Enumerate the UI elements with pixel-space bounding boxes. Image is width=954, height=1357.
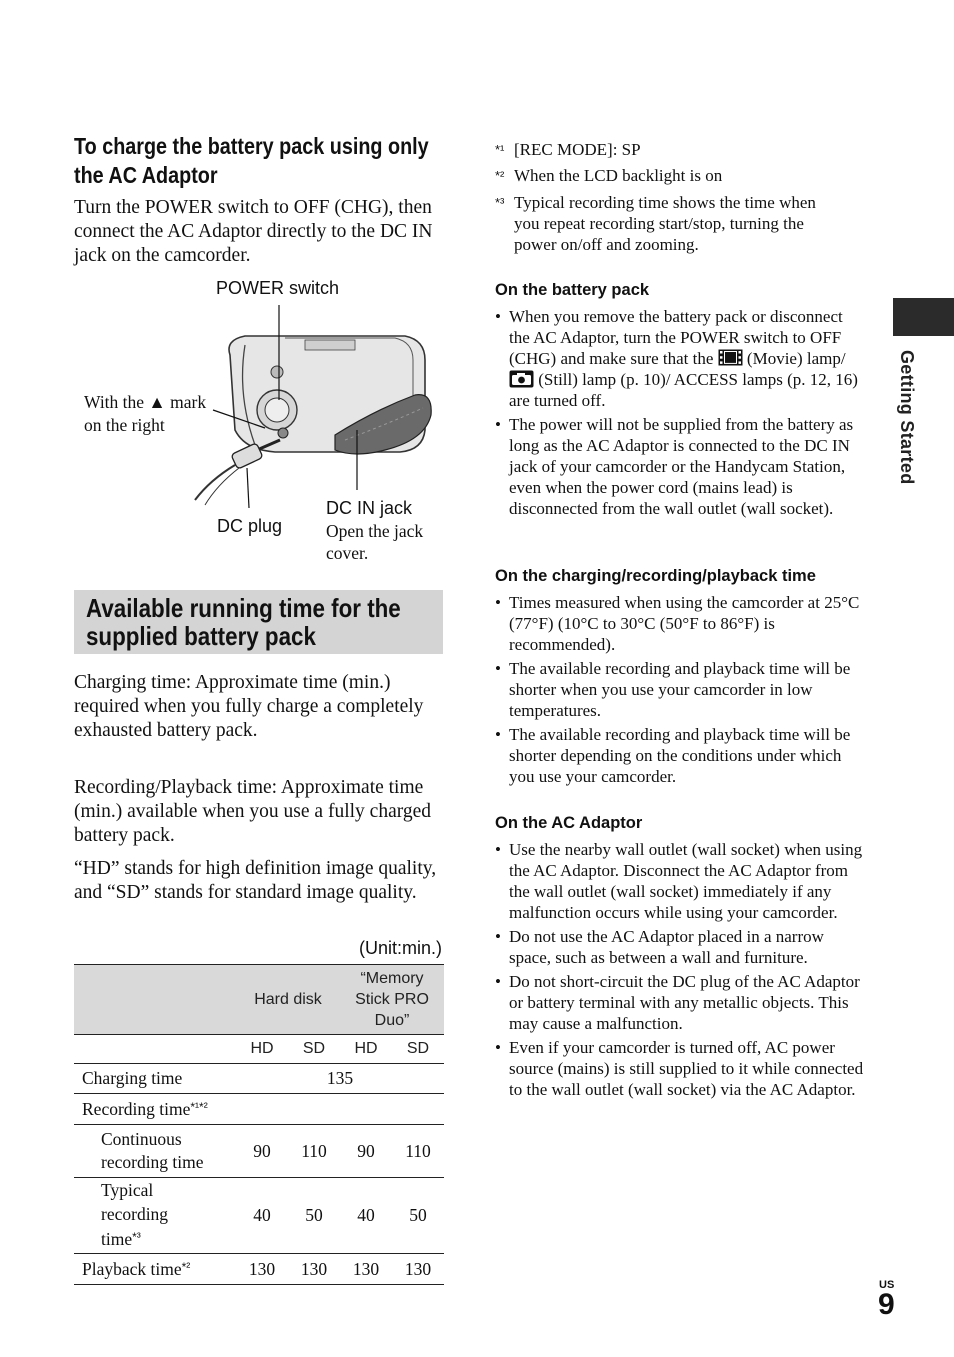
section-heading-charge: To charge the battery pack using only the AC Adaptor	[74, 133, 429, 188]
col-header-memory-stick: “Memory Stick PRO Duo”	[355, 970, 429, 1029]
cell-playback-ms-sd: 130	[404, 1258, 432, 1279]
page-region-code: US	[879, 1279, 895, 1291]
movie-icon	[718, 349, 743, 366]
charging-time-description: Charging time: Approximate time (min.) required when you fully charge a completely exhausted battery pack.	[74, 672, 424, 741]
cell-continuous-hdd-hd: 90	[236, 1125, 288, 1178]
dc-plug-label: DC plug	[217, 516, 283, 536]
page-number: 9	[878, 1288, 895, 1321]
table-row-recording	[74, 1094, 444, 1125]
chapter-tab-marker	[893, 298, 954, 336]
still-camera-icon	[509, 370, 534, 388]
recording-time-description: Recording/Playback time: Approximate time (min.) available when you use a fully charged battery pack.	[74, 777, 432, 846]
cell-continuous-hdd-sd: 110	[288, 1125, 340, 1178]
col-sd-hdd: SD	[302, 1040, 326, 1057]
list-item: • When you remove the battery pack or disconnect the AC Adaptor, turn the POWER switch to OFF (CHG) and make sure that the (Movie) lamp/ (Still) lamp (p. 10)/ ACCESS lamps (p. 12, 16) are turned off.	[495, 306, 865, 411]
list-item: • Use the nearby wall outlet (wall socket) when using the AC Adaptor. Disconnect the AC Adaptor from the wall outlet (wall socket) immediately if any malfunction occurs while using your camcorder.	[495, 839, 865, 923]
charge-instructions: Turn the POWER switch to OFF (CHG), then connect the AC Adaptor directly to the DC IN jack on the camcorder.	[74, 197, 433, 266]
col-header-hard-disk: Hard disk	[254, 990, 322, 1008]
cell-typical-ms-sd: 50	[409, 1205, 427, 1225]
list-item: • The available recording and playback time will be shorter when you use your camcorder in low temperatures.	[495, 658, 865, 721]
charging-value: 135	[326, 1068, 354, 1088]
list-item: • Even if your camcorder is turned off, AC power source (mains) is still supplied to it while connected to the wall outlet (wall socket) via the AC Adaptor.	[495, 1037, 865, 1100]
cell-typical-hdd-hd: 40	[253, 1205, 271, 1225]
list-item: • Times measured when using the camcorder at 25°C (77°F) (10°C to 30°C (50°F to 86°F) is recommended).	[495, 592, 865, 655]
ac-adaptor-heading: On the AC Adaptor	[495, 814, 643, 832]
row-label-playback: Playback time$^{*^2}$	[82, 1258, 191, 1279]
cell-playback-hdd-hd: 130	[248, 1258, 276, 1279]
charging-time-heading: On the charging/recording/playback time	[495, 567, 816, 585]
cell-continuous-ms-hd: 90	[340, 1125, 392, 1178]
footnote-1: *¹ [REC MODE]: SP	[495, 140, 641, 159]
open-cover-label-2: cover.	[326, 543, 369, 563]
table-row-playback	[74, 1254, 444, 1285]
table-row-continuous	[74, 1125, 444, 1178]
col-hd-ms: HD	[354, 1040, 378, 1057]
chapter-tab-label: Getting Started	[897, 350, 917, 485]
running-time-table	[74, 964, 444, 1285]
mark-label-line2: on the right	[84, 415, 165, 435]
open-cover-label-1: Open the jack	[326, 521, 424, 541]
list-item: • Do not short-circuit the DC plug of the AC Adaptor or battery terminal with any metallic objects. This may cause a malfunction.	[495, 971, 865, 1034]
power-switch-label: POWER switch	[216, 278, 340, 298]
footnote-2: *² When the LCD backlight is on	[495, 166, 723, 185]
row-label-continuous: Continuous recording time	[74, 1125, 236, 1178]
cell-continuous-ms-sd: 110	[392, 1125, 444, 1178]
list-item: • The available recording and playback time will be shorter depending on the conditions under which you use your camcorder.	[495, 724, 865, 787]
row-label-typical: Typical recording time$^{*^3}$	[101, 1180, 169, 1250]
dc-in-jack-label: DC IN jack	[326, 498, 413, 518]
hd-sd-description: “HD” stands for high definition image quality, and “SD” stands for standard image quality.	[74, 858, 437, 903]
cell-playback-ms-hd: 130	[352, 1258, 380, 1279]
table-row-typical	[74, 1178, 444, 1254]
list-item: • Do not use the AC Adaptor placed in a narrow space, such as between a wall and furniture.	[495, 926, 865, 968]
battery-pack-heading: On the battery pack	[495, 281, 650, 299]
list-item: • The power will not be supplied from the battery as long as the AC Adaptor is connected to the DC IN jack of your camcorder or the Handycam Station, even when the power cord (mains lead) is disconnected from the wall outlet (wall socket).	[495, 414, 865, 519]
cell-playback-hdd-sd: 130	[300, 1258, 328, 1279]
table-row-charging	[74, 1064, 444, 1094]
col-sd-ms: SD	[406, 1040, 430, 1057]
section-heading-available: Available running time for the supplied battery pack	[86, 593, 401, 651]
unit-label: (Unit:min.)	[358, 938, 442, 958]
table-corner	[74, 965, 236, 1035]
mark-label-line1: With the ▲ mark	[84, 392, 207, 412]
camcorder-illustration	[185, 300, 445, 510]
cell-typical-hdd-sd: 50	[305, 1205, 323, 1225]
ac-adaptor-list	[495, 839, 865, 1103]
charging-time-list	[495, 592, 865, 790]
row-label-recording: Recording time$^{*^1*^2}$	[82, 1098, 208, 1119]
cell-typical-ms-hd: 40	[357, 1205, 375, 1225]
battery-pack-list	[495, 306, 865, 522]
row-label-charging: Charging time	[82, 1068, 183, 1088]
col-hd-hdd: HD	[250, 1040, 274, 1057]
footnote-3: *³ Typical recording time shows the time when you repeat recording start/stop, turning the power on/off and zooming.	[495, 193, 816, 254]
